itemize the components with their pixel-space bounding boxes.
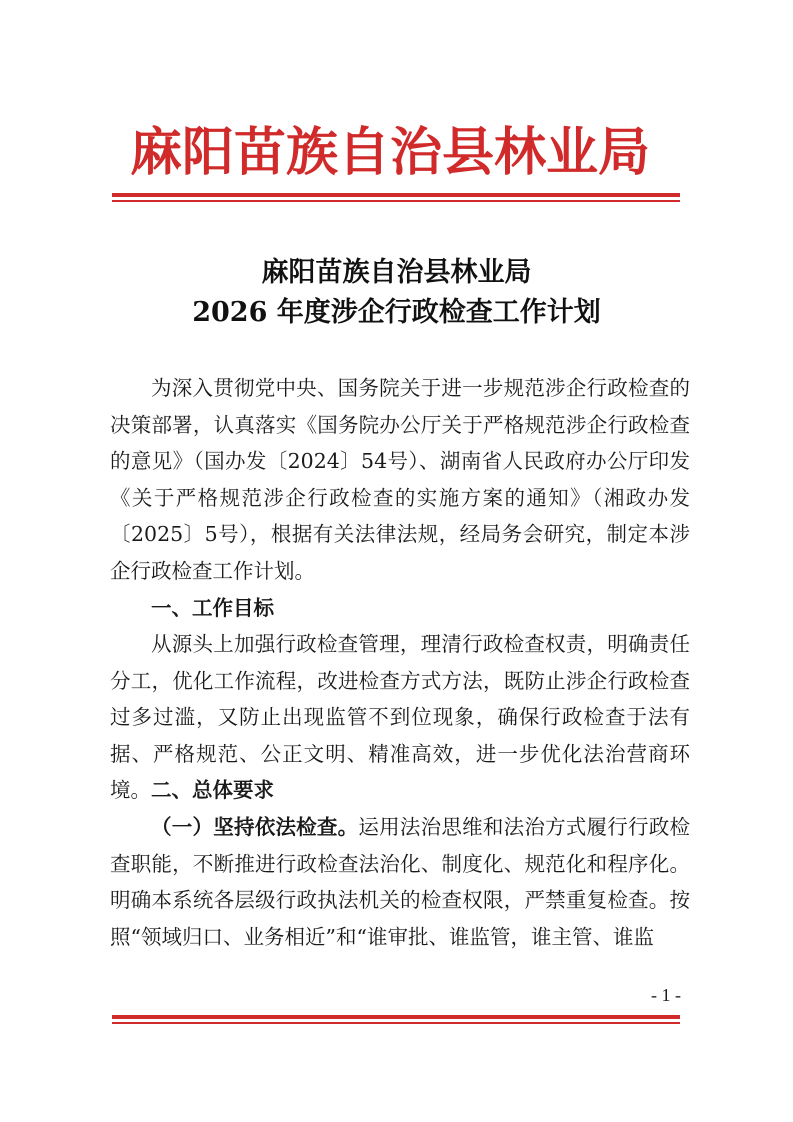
intro-paragraph	[110, 370, 690, 589]
page-number: - 1 -	[651, 985, 681, 1005]
section1-heading: 一、工作目标	[151, 596, 274, 620]
footer-rule-thick	[112, 1015, 680, 1019]
document-title-line1: 麻阳苗族自治县林业局	[261, 257, 532, 288]
masthead-rule-thin	[112, 200, 680, 202]
section2-heading: 二、总体要求	[151, 778, 274, 802]
intro-text: 为深入贯彻党中央、国务院关于进一步规范涉企行政检查的决策部署，认真落实《国务院办公厅关于严格规范涉企行政检查的意见》（国办发〔2024〕54号）、湖南省人民政府办公厅印发《关于严格规范涉企行政检查的实施方案的通知》（湘政办发〔2025〕5号），根据有关法律法规，经局务会研究，制定本涉企行政检查工作计划。	[110, 376, 690, 583]
section1-text: 从源头上加强行政检查管理，理清行政检查权责，明确责任分工，优化工作流程，改进检查方式方法，既防止涉企行政检查过多过滥，又防止出现监管不到位现象，确保行政检查于法有据、严格规范、公正文明、精准高效，进一步优化法治营商环境。	[110, 632, 690, 802]
masthead: 麻阳苗族自治县林业局	[129, 122, 650, 183]
section2-item1-lead: （一）坚持依法检查。	[151, 815, 359, 839]
section2-item1-paragraph	[110, 809, 690, 955]
document-title-line2: 2026 年度涉企行政检查工作计划	[192, 297, 601, 328]
section2-item1-text: 运用法治思维和法治方式履行行政检查职能，不断推进行政检查法治化、制度化、规范化和程序化。明确本系统各层级行政执法机关的检查权限，严禁重复检查。按照“领域归口、业务相近”和“谁审批、谁监管，谁主管、谁监	[110, 815, 691, 949]
masthead-rule-thick	[112, 193, 680, 197]
footer-rule-thin	[112, 1022, 680, 1024]
